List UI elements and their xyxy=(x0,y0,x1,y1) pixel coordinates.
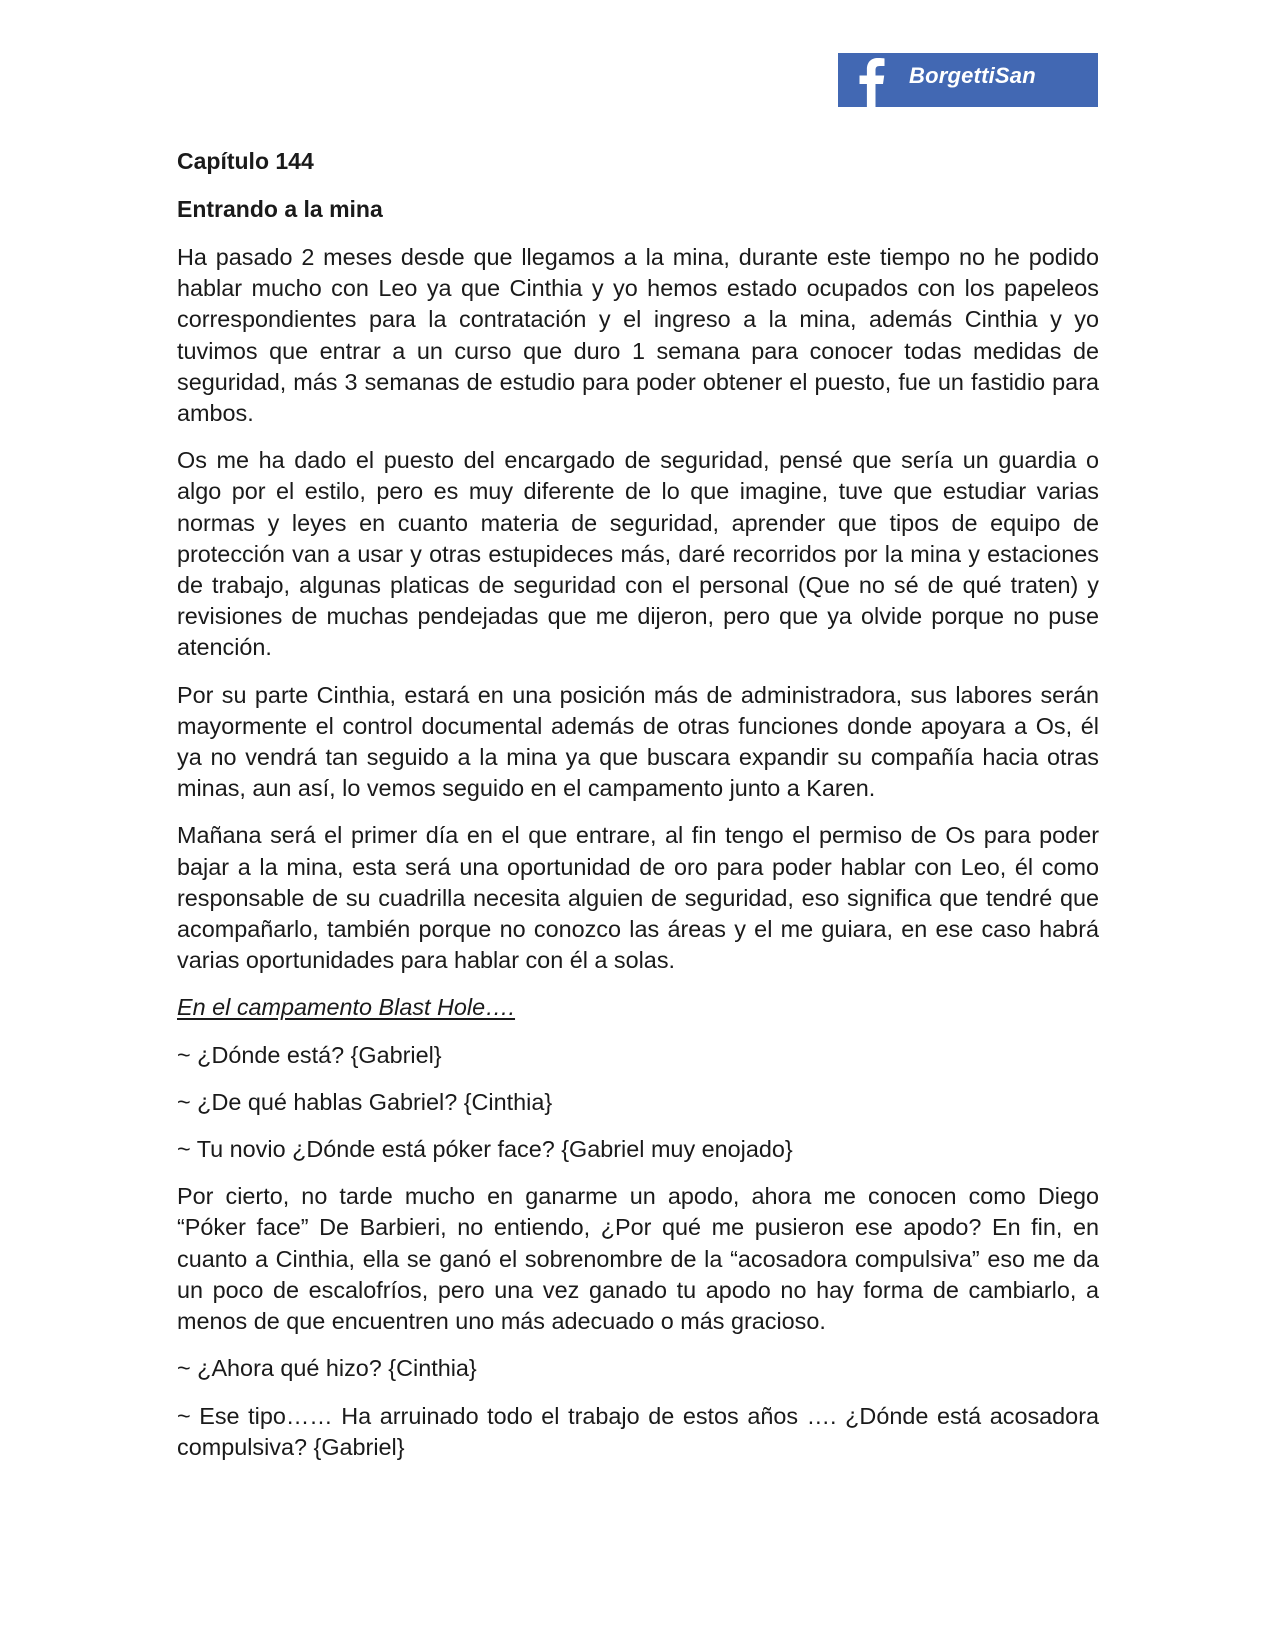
facebook-icon xyxy=(856,57,886,107)
paragraph: Ha pasado 2 meses desde que llegamos a la mina, durante este tiempo no he podido hablar mucho con Leo ya que Cinthia y yo hemos estado ocupados con los papeleos correspondientes para la contratación y el ingreso a la mina, además Cinthia y yo tuvimos que entrar a un curso que duro 1 semana para conocer todas medidas de seguridad, más 3 semanas de estudio para poder obtener el puesto, fue un fastidio para ambos. xyxy=(177,244,1099,427)
scene-heading-text: En el campamento Blast Hole…. xyxy=(177,994,516,1021)
chapter-title: Entrando a la mina xyxy=(177,196,383,222)
scene-heading xyxy=(177,992,1099,1023)
paragraph: Por cierto, no tarde mucho en ganarme un apodo, ahora me conocen como Diego “Póker face” De Barbieri, no entiendo, ¿Por qué me pusieron ese apodo? En fin, en cuanto a Cinthia, ella se ganó el sobrenombre de la “acosadora compulsiva” eso me da un poco de escalofríos, pero una vez ganado tu apodo no hay forma de cambiarlo, a menos de que encuentren uno más adecuado o más gracioso. xyxy=(177,1183,1099,1335)
paragraph: Mañana será el primer día en el que entrare, al fin tengo el permiso de Os para poder bajar a la mina, esta será una oportunidad de oro para poder hablar con Leo, él como responsable de su cuadrilla necesita alguien de seguridad, eso significa que tendré que acompañarlo, también porque no conozco las áreas y el me guiara, en ese caso habrá varias oportunidades para hablar con él a solas. xyxy=(177,822,1099,974)
dialogue-line: ~ ¿Ahora qué hizo? {Cinthia} xyxy=(177,1355,477,1382)
chapter-number: Capítulo 144 xyxy=(177,148,314,174)
document-body xyxy=(177,146,1099,1479)
dialogue-line: ~ Ese tipo…… Ha arruinado todo el trabajo de estos años …. ¿Dónde está acosadora compulsiva? {Gabriel} xyxy=(177,1402,1099,1460)
facebook-badge[interactable] xyxy=(838,53,1098,107)
page-name: BorgettiSan xyxy=(909,63,1036,88)
dialogue-line: ~ ¿Dónde está? {Gabriel} xyxy=(177,1041,442,1068)
dialogue-line: ~ ¿De qué hablas Gabriel? {Cinthia} xyxy=(177,1088,553,1115)
paragraph: Os me ha dado el puesto del encargado de seguridad, pensé que sería un guardia o algo por el estilo, pero es muy diferente de lo que imagine, tuve que estudiar varias normas y leyes en cuanto materia de seguridad, aprender que tipos de equipo de protección van a usar y otras estupideces más, daré recorridos por la mina y estaciones de trabajo, algunas platicas de seguridad con el personal (Que no sé de qué traten) y revisiones de muchas pendejadas que me dijeron, pero que ya olvide porque no puse atención. xyxy=(177,447,1099,661)
dialogue-line: ~ Tu novio ¿Dónde está póker face? {Gabriel muy enojado} xyxy=(177,1136,793,1163)
paragraph: Por su parte Cinthia, estará en una posición más de administradora, sus labores serán mayormente el control documental además de otras funciones donde apoyara a Os, él ya no vendrá tan seguido a la mina ya que buscara expandir su compañía hacia otras minas, aun así, lo vemos seguido en el campamento junto a Karen. xyxy=(177,681,1099,802)
